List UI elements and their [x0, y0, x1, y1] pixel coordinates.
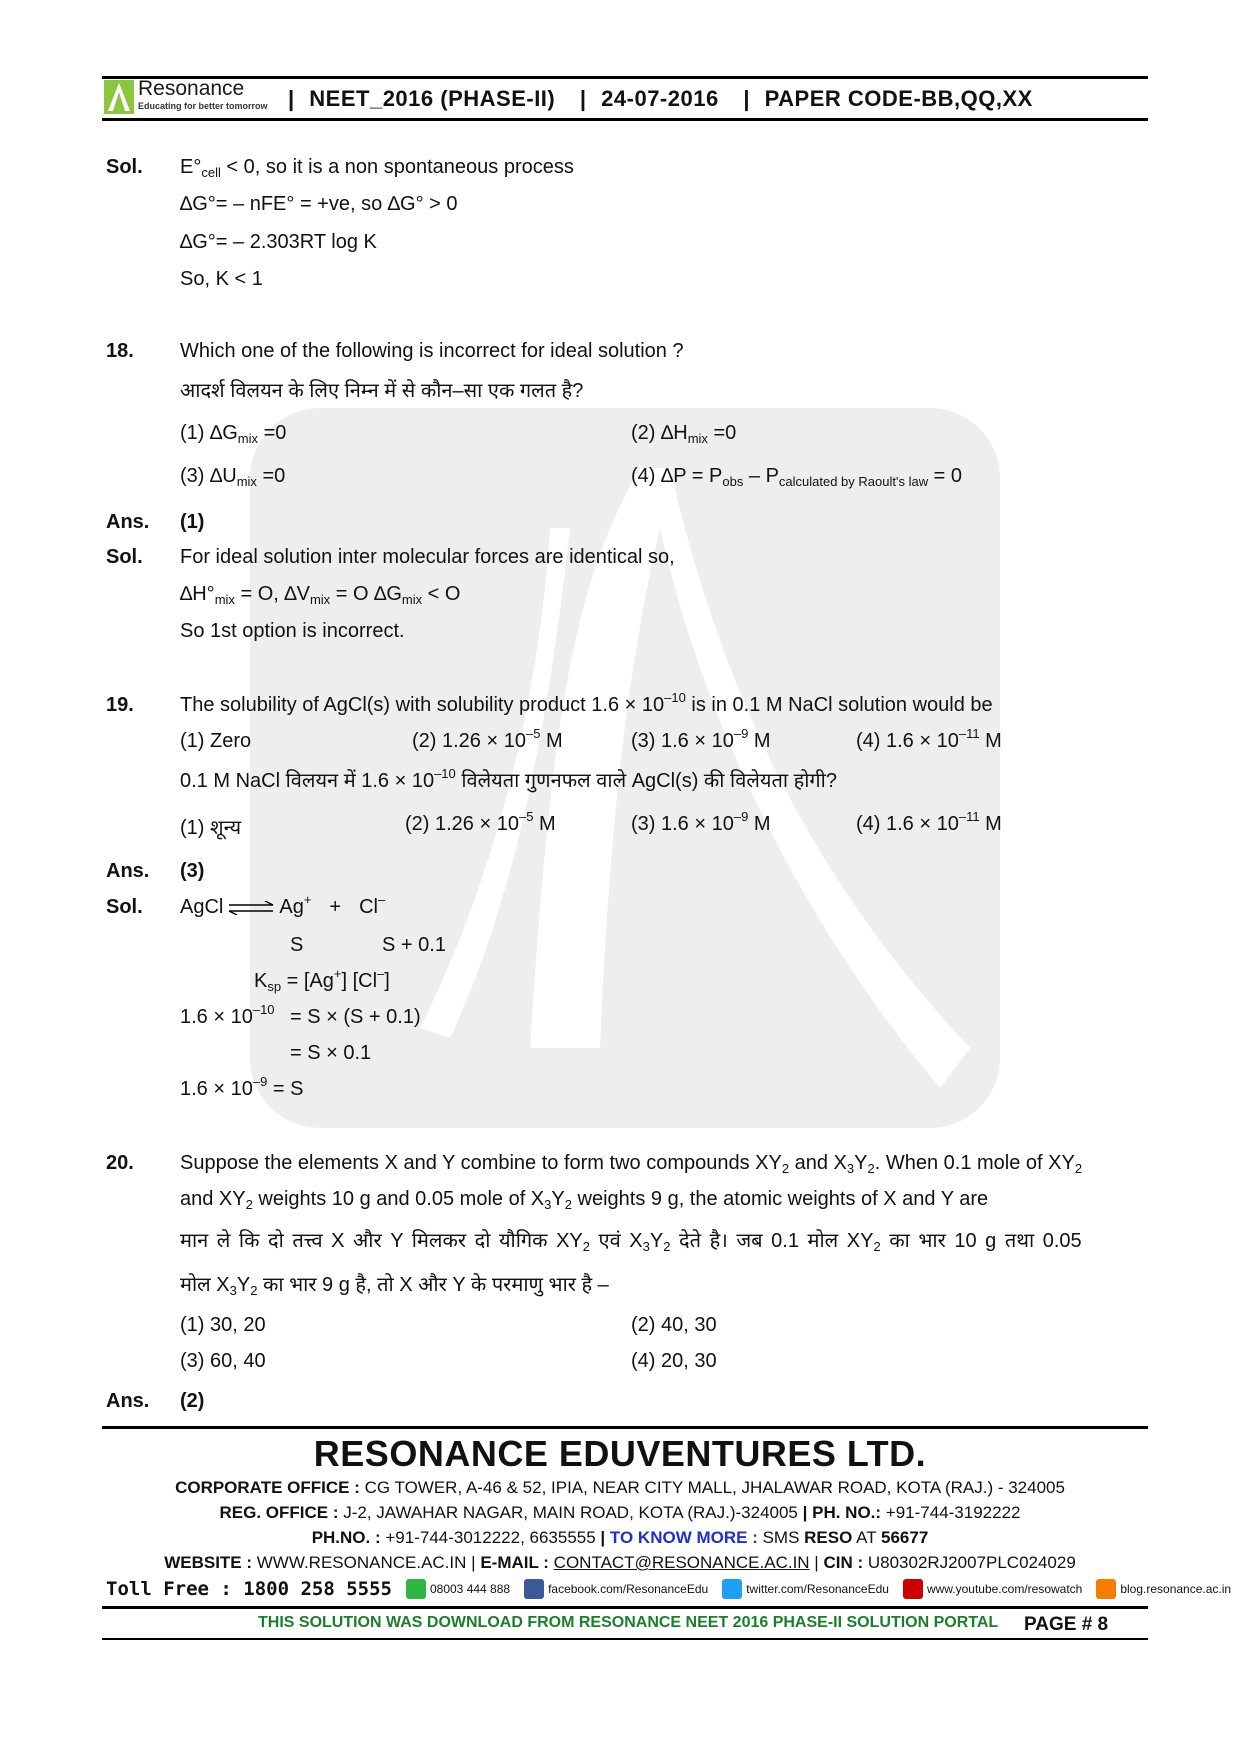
contact-line: WEBSITE : WWW.RESONANCE.AC.IN | E-MAIL : CONTACT@RESONANCE.AC.IN | CIN : U80302RJ2007PLC024029	[164, 1553, 1076, 1572]
question-number: 20.	[106, 1152, 134, 1174]
ans-label: Ans.	[106, 511, 150, 533]
q18-option-1: (1) $\Delta G_{mix} =0$	[180, 422, 287, 446]
sol-label: Sol.	[106, 896, 143, 918]
q18-answer: (1)	[180, 511, 205, 533]
toll-free: Toll Free : 1800 258 5555	[106, 1578, 392, 1600]
social-bar	[106, 1576, 1231, 1602]
header-sep: |	[743, 86, 750, 111]
q19-ksp: $K_{sp} = [Ag^+]$ [Cl–]	[254, 966, 390, 994]
q19-option-1: (1) Zero	[180, 730, 252, 752]
facebook-link[interactable]: facebook.com/ResonanceEdu	[548, 1582, 709, 1596]
q19-option-3: (3) $1.6 \times 10^{-9}$ M	[631, 726, 771, 752]
q19-step3: $1.6 \times 10^{-9} = S$	[180, 1074, 304, 1100]
header-top-rule	[102, 76, 1148, 79]
twitter-link[interactable]: twitter.com/ResonanceEdu	[746, 1582, 889, 1596]
q20-answer: (2)	[180, 1390, 205, 1412]
company-name: RESONANCE EDUVENTURES LTD.	[313, 1433, 927, 1474]
youtube-icon	[903, 1579, 923, 1599]
q19-option-2: (2) $1.26 \times 10^{-5}$ M	[412, 726, 563, 752]
youtube-link[interactable]: www.youtube.com/resowatch	[926, 1582, 1083, 1596]
phone-numbers: PH.NO. : +91-744-3012222, 6635555 | TO KNOW MORE : SMS RESO AT 56677	[311, 1528, 929, 1547]
q18-sol-line3: So 1st option is incorrect.	[180, 620, 405, 642]
sol-label: Sol.	[106, 156, 143, 178]
q19-s-plus: S + 0.1	[382, 934, 446, 956]
whatsapp-icon	[406, 1579, 426, 1599]
q18-option-3: (3) $\Delta U_{mix} =0$	[180, 465, 286, 489]
prev-sol-line3: ∆G°= – 2.303RT log K	[180, 231, 377, 253]
equilibrium-arrow-icon	[227, 901, 275, 915]
q20-hi-line1: मान ले कि दो तत्त्व X और Y मिलकर दो यौगिक $XY_2$ एवं $X_3Y_2$ देते है। जब 0.1 मोल $XY_2$ का भार 10 g तथा 0.05	[180, 1230, 1082, 1254]
q19-step1-rhs: = S × (S + 0.1)	[290, 1006, 421, 1028]
registered-office: REG. OFFICE : J-2, JAWAHAR NAGAR, MAIN ROAD, KOTA (RAJ.)-324005 | PH. NO.: +91-744-3192222	[219, 1503, 1021, 1522]
whatsapp-number: 08003 444 888	[429, 1582, 511, 1596]
q19-s: S	[290, 934, 304, 956]
q20-line1: Suppose the elements X and Y combine to form two compounds $XY_2$ and $X_3Y_2$. When 0.1 mole of $XY_2$	[180, 1152, 1083, 1176]
download-note: THIS SOLUTION WAS DOWNLOAD FROM RESONANCE NEET 2016 PHASE-II SOLUTION PORTAL	[258, 1614, 999, 1631]
q19-option-4: (4) $1.6 \times 10^{-11}$ M	[856, 726, 1002, 752]
q19-text-en: The solubility of AgCl(s) with solubility product $1.6 \times 10^{-10}$ is in 0.1 M NaCl solution would be	[180, 690, 993, 716]
q20-option-3: (3) 60, 40	[180, 1350, 266, 1372]
corporate-office: CORPORATE OFFICE : CG TOWER, A-46 & 52, IPIA, NEAR CITY MALL, JHALAWAR ROAD, KOTA (RAJ.) - 324005	[175, 1478, 1065, 1497]
q20-option-1: (1) 30, 20	[180, 1314, 266, 1336]
q20-option-2: (2) 40, 30	[631, 1314, 717, 1336]
footer-bottom-rule	[102, 1638, 1148, 1640]
q19-equilibrium: AgCl Ag+ + Cl–	[180, 892, 386, 918]
website-link[interactable]: WWW.RESONANCE.AC.IN	[252, 1553, 467, 1572]
header-date: 24-07-2016	[601, 86, 719, 111]
q18-sol-line2: $\Delta H^\circ_{mix} = O$, $\Delta V_{mix} = O$ $\Delta G_{mix} < O$	[180, 583, 461, 607]
header-title	[284, 86, 1037, 112]
header-bottom-rule	[102, 118, 1148, 121]
q18-sol-line1: For ideal solution inter molecular forces are identical so,	[180, 546, 675, 568]
header-paper-code: PAPER CODE-BB,QQ,XX	[764, 86, 1033, 111]
q20-option-4: (4) 20, 30	[631, 1350, 717, 1372]
sol-label: Sol.	[106, 546, 143, 568]
footer-mid-rule	[102, 1606, 1148, 1609]
facebook-icon	[524, 1579, 544, 1599]
q18-option-4: (4) $\Delta P = P_{obs} - P_{calculated by Raoult's law} = 0$	[631, 465, 962, 489]
twitter-icon	[722, 1579, 742, 1599]
header-exam: NEET_2016 (PHASE-II)	[309, 86, 556, 111]
page-number: PAGE # 8	[1024, 1614, 1109, 1635]
question-number: 19.	[106, 694, 134, 716]
q19-answer: (3)	[180, 860, 205, 882]
blog-icon	[1096, 1579, 1116, 1599]
email-link[interactable]: CONTACT@RESONANCE.AC.IN	[553, 1553, 810, 1572]
q20-line2: and $XY_2$ weights 10 g and 0.05 mole of $X_3Y_2$ weights 9 g, the atomic weights of X and Y are	[180, 1188, 989, 1212]
prev-sol-line1: $E^\circ_{cell} < 0$, so it is a non spontaneous process	[180, 156, 574, 180]
logo-text: Resonance	[138, 77, 245, 100]
q19-hi-option-4: (4) $1.6 \times 10^{-11}$ M	[856, 809, 1002, 835]
header-sep: |	[288, 86, 295, 111]
question-number: 18.	[106, 340, 134, 362]
q18-text-en: Which one of the following is incorrect for ideal solution ?	[180, 340, 684, 362]
resonance-logo	[104, 77, 274, 114]
footer-top-rule	[102, 1426, 1148, 1429]
q18-text-hi: आदर्श विलयन के लिए निम्न में से कौन–सा एक गलत है?	[180, 380, 584, 402]
q18-option-2: (2) $\Delta H_{mix} =0$	[631, 422, 737, 446]
logo-tagline: Educating for better tomorrow	[138, 101, 268, 111]
prev-sol-line4: So, K < 1	[180, 268, 263, 290]
logo-mark-icon	[104, 80, 134, 114]
q20-hi-line2: मोल $X_3Y_2$ का भार 9 g है, तो X और Y के परमाणु भार है –	[180, 1274, 609, 1298]
ans-label: Ans.	[106, 1390, 150, 1412]
header-sep: |	[579, 86, 587, 111]
q19-text-hi: 0.1 M NaCl विलयन में $1.6 \times 10^{-10}$ विलेयता गुणनफल वाले AgCl(s) की विलेयता होगी?	[180, 766, 837, 792]
q19-hi-option-3: (3) $1.6 \times 10^{-9}$ M	[631, 809, 771, 835]
q19-hi-option-1: (1) शून्य	[180, 817, 242, 839]
q19-step1-lhs: $1.6 \times 10^{-10}$	[180, 1002, 275, 1028]
q19-step2: = S × 0.1	[290, 1042, 372, 1064]
prev-sol-line2: ∆G°= – nFE° = +ve, so ∆G° > 0	[180, 193, 458, 215]
q19-hi-option-2: (2) $1.26 \times 10^{-5}$ M	[405, 809, 556, 835]
ans-label: Ans.	[106, 860, 150, 882]
blog-link[interactable]: blog.resonance.ac.in	[1120, 1582, 1232, 1596]
